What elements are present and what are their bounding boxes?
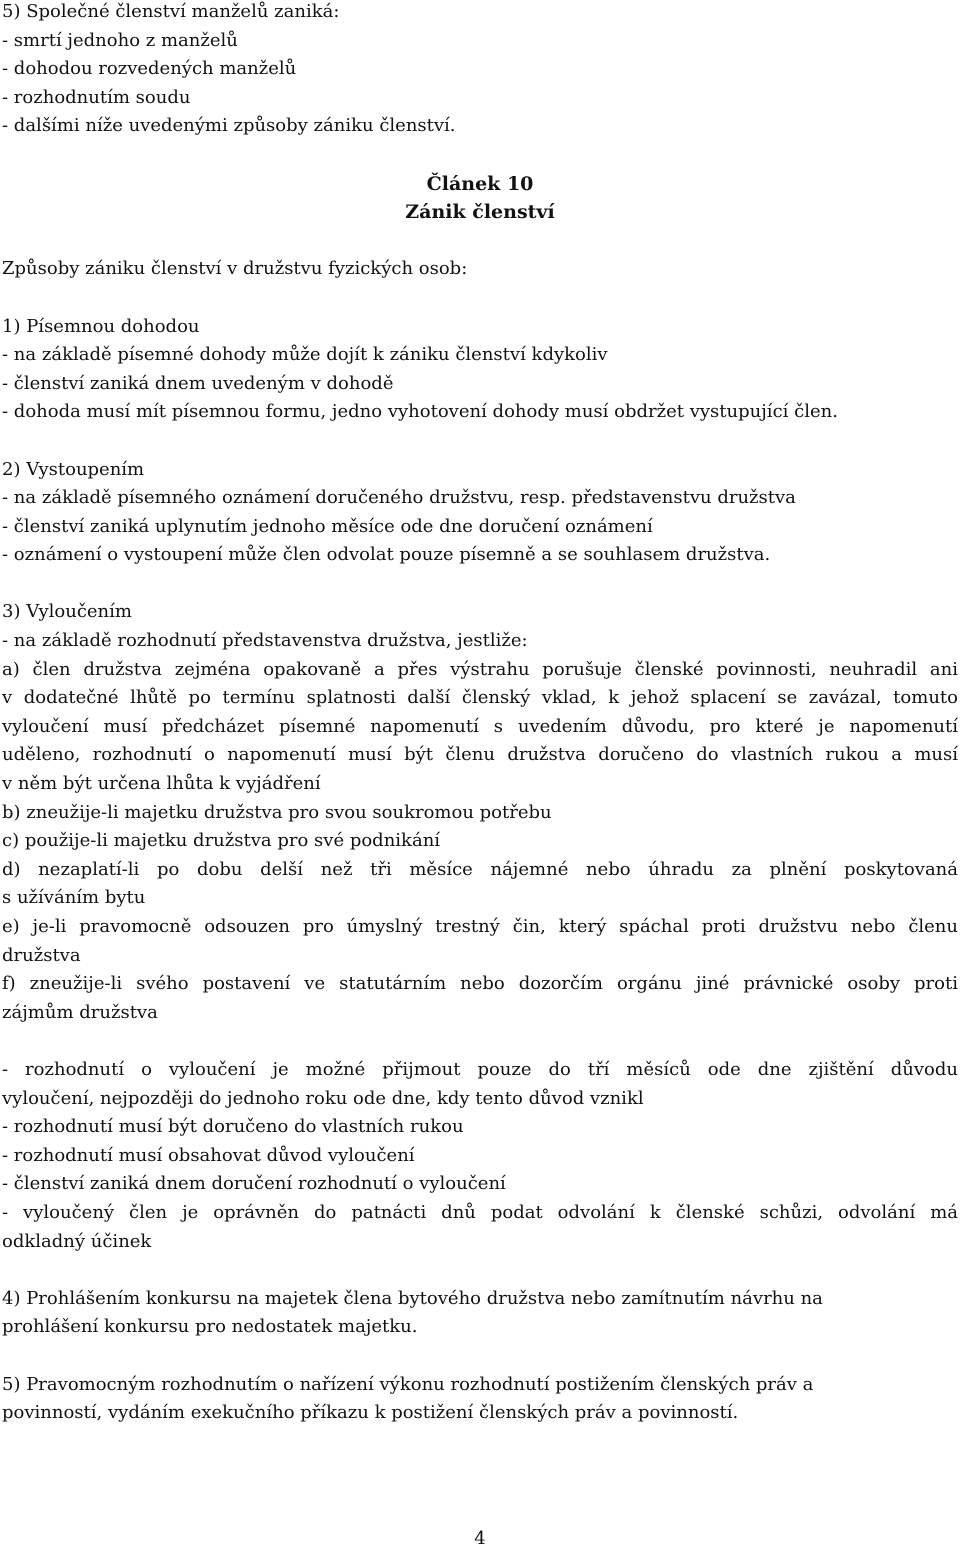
section-heading: 2) Vystoupením xyxy=(2,458,145,480)
rule-line: - rozhodnutí o vyloučení je možné přijmout pouze do tří měsíců ode dne zjištění důvodu xyxy=(2,1058,958,1080)
article-title: Zánik členství xyxy=(405,201,555,224)
expulsion-item-d xyxy=(2,856,958,913)
item-line: vyloučení musí předcházet písemné napomenutí s uvedením důvodu, pro které je napomenutí xyxy=(2,715,958,737)
section-line: - oznámení o vystoupení může člen odvolat pouze písemně a se souhlasem družstva. xyxy=(2,544,771,566)
intro-line: - dalšími níže uvedenými způsoby zániku členství. xyxy=(2,115,456,137)
section-line: 5) Pravomocným rozhodnutím o nařízení výkonu rozhodnutí postižením členských práv a xyxy=(2,1373,814,1395)
section-line: - členství zaniká uplynutím jednoho měsíce ode dne doručení oznámení xyxy=(2,515,653,537)
section-heading: 3) Vyloučením xyxy=(2,601,132,623)
item-line: f) zneužije-li svého postavení ve statutárním nebo dozorčím orgánu jiné právnické osoby proti xyxy=(2,973,958,995)
expulsion-item-e xyxy=(2,913,958,970)
item-line: uděleno, rozhodnutí o napomenutí musí být členu družstva doručeno do vlastních rukou a musí xyxy=(2,744,958,766)
rule-line: odkladný účinek xyxy=(2,1230,152,1252)
rule-line: - rozhodnutí musí být doručeno do vlastních rukou xyxy=(2,1116,464,1138)
section-bankruptcy xyxy=(2,1285,958,1342)
item-line: d) nezaplatí-li po dobu delší než tři měsíce nájemné nebo úhradu za plnění poskytovaná xyxy=(2,858,958,880)
item-line: e) je-li pravomocně odsouzen pro úmyslný trestný čin, který spáchal proti družstvu nebo členu xyxy=(2,916,958,937)
item-line: v něm být určena lhůta k vyjádření xyxy=(2,773,321,795)
item-line: v dodatečné lhůtě po termínu splatnosti další členský vklad, k jehož splacení se zavázal, tomuto xyxy=(2,687,958,709)
section-line: povinností, vydáním exekučního příkazu k postižení členských práv a povinností. xyxy=(2,1402,739,1424)
article-heading xyxy=(2,170,958,227)
rule-line: - rozhodnutí musí obsahovat důvod vyloučení xyxy=(2,1144,415,1166)
rule-line: - členství zaniká dnem doručení rozhodnutí o vyloučení xyxy=(2,1173,506,1195)
section-execution xyxy=(2,1371,958,1428)
item-line: zájmům družstva xyxy=(2,1001,158,1023)
section-line: 4) Prohlášením konkursu na majetek člena bytového družstva nebo zamítnutím návrhu na xyxy=(2,1287,823,1309)
spacer xyxy=(2,427,958,456)
intro-line: - dohodou rozvedených manželů xyxy=(2,58,297,80)
section-withdrawal xyxy=(2,456,958,570)
expulsion-item-c: c) použije-li majetku družstva pro své podnikání xyxy=(2,830,441,852)
section-agreement xyxy=(2,313,958,427)
expulsion-item-f xyxy=(2,970,958,1027)
expulsion-rules xyxy=(2,1056,958,1256)
section-line: - na základě písemné dohody může dojít k zániku členství kdykoliv xyxy=(2,344,608,366)
section-line: prohlášení konkursu pro nedostatek majetku. xyxy=(2,1316,418,1338)
lead-text: Způsoby zániku členství v družstvu fyzických osob: xyxy=(2,258,468,280)
document-body xyxy=(2,0,958,1428)
intro-line: 5) Společné členství manželů zaniká: xyxy=(2,1,340,22)
item-line: a) člen družstva zejména opakovaně a přes výstrahu porušuje členské povinnosti, neuhradil ani xyxy=(2,658,958,680)
spacer xyxy=(2,141,958,170)
rule-line: - vyloučený člen je oprávněn do patnácti dnů podat odvolání k členské schůzi, odvolání má xyxy=(2,1201,958,1223)
section-line: - dohoda musí mít písemnou formu, jedno vyhotovení dohody musí obdržet vystupující člen. xyxy=(2,401,838,423)
item-line: družstva xyxy=(2,944,81,966)
expulsion-item-a xyxy=(2,656,958,799)
section-line: - na základě rozhodnutí představenstva družstva, jestliže: xyxy=(2,630,528,652)
spacer xyxy=(2,284,958,313)
expulsion-item-b: b) zneužije-li majetku družstva pro svou soukromou potřebu xyxy=(2,801,552,823)
item-line: s užíváním bytu xyxy=(2,887,146,909)
intro-line: - rozhodnutím soudu xyxy=(2,86,191,108)
section-line: - členství zaniká dnem uvedeným v dohodě xyxy=(2,372,394,394)
article-number: Článek 10 xyxy=(426,172,534,195)
spacer xyxy=(2,570,958,599)
rule-line: vyloučení, nejpozději do jednoho roku ode dne, kdy tento důvod vznikl xyxy=(2,1087,644,1109)
section-expulsion xyxy=(2,598,958,1256)
section-heading: 1) Písemnou dohodou xyxy=(2,315,200,337)
spacer xyxy=(2,227,958,256)
spacer xyxy=(2,1256,958,1285)
page-number: 4 xyxy=(474,1528,486,1549)
intro-block xyxy=(2,0,958,141)
intro-line: - smrtí jednoho z manželů xyxy=(2,29,238,51)
spacer xyxy=(2,1027,958,1056)
spacer xyxy=(2,1342,958,1371)
section-line: - na základě písemného oznámení doručeného družstvu, resp. představenstvu družstva xyxy=(2,487,796,509)
